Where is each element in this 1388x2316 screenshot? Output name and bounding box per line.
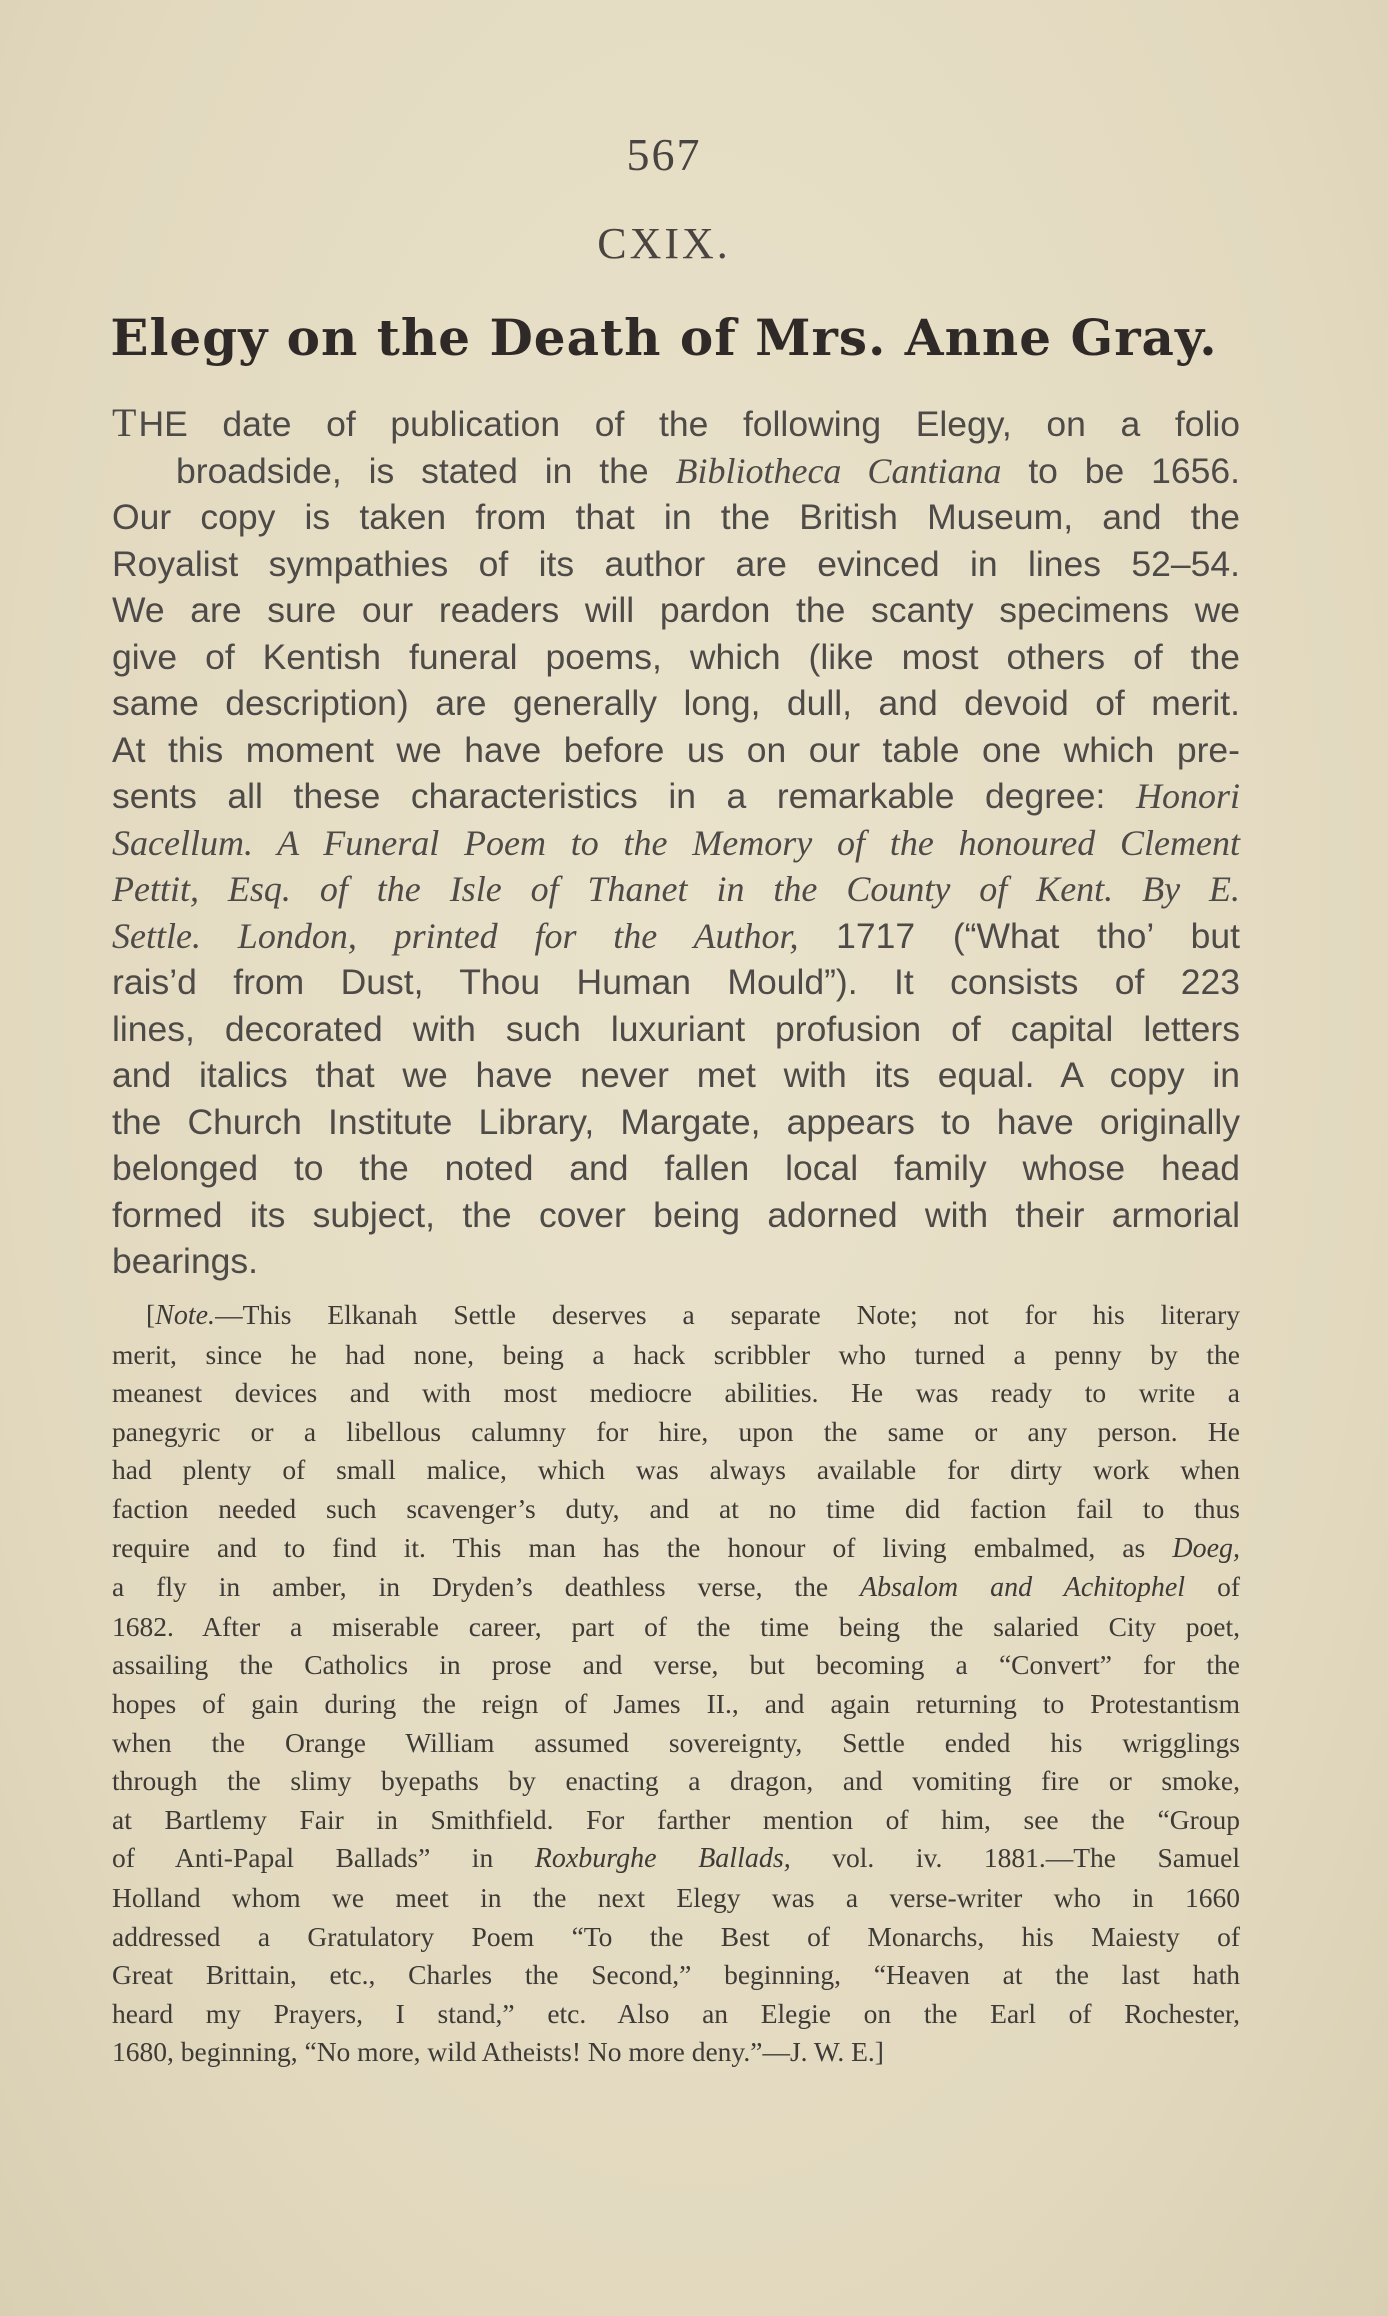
text-run: HE date of publication of the following Elegy, on a folio [138,404,1240,444]
paragraph-line [112,400,1240,448]
text-run: At this moment we have before us on our table one which pre- [112,729,1240,770]
text-run: panegyric or a libellous calumny for hire, upon the same or any person. He [112,1415,1240,1447]
paragraph-line [112,1192,1240,1239]
note-line [112,1490,1240,1529]
note-line [112,2033,1240,2072]
note-line [112,1762,1240,1801]
section-number: CXIX. [597,219,731,268]
paragraph-line [112,1006,1240,1053]
note-line [112,1608,1240,1647]
italic-text: Note. [155,1300,216,1331]
paragraph-line [112,866,1240,913]
text-run: the Church Institute Library, Margate, appears to have originally [112,1101,1240,1142]
text-run: bearings. [112,1241,259,1281]
text-run: assailing the Catholics in prose and verse, but becoming a “Convert” for the [112,1649,1240,1681]
note-line [112,1646,1240,1685]
editorial-note [112,1296,1240,2072]
paragraph-line [112,820,1240,867]
italic-text: Honori [1135,776,1240,816]
paragraph-line [112,913,1240,960]
text-run: Holland whom we meet in the next Elegy was a verse-writer who in 1660 [112,1881,1240,1913]
text-run: through the slimy byepaths by enacting a dragon, and vomiting fire or smoke, [112,1765,1240,1797]
note-line [112,1568,1240,1608]
italic-text: Roxburghe Ballads, [534,1843,791,1875]
text-run: had plenty of small malice, which was always available for dirty work when [112,1454,1240,1486]
text-run: 1682. After a miserable career, part of the time being the salaried City poet, [112,1610,1240,1642]
text-run: Our copy is taken from that in the British Museum, and the [112,497,1240,537]
text-run: hopes of gain during the reign of James II., and again returning to Protestantism [112,1687,1240,1719]
note-line [112,1296,1240,1336]
note-line [112,1839,1240,1879]
note-line [112,1995,1240,2034]
text-run: broadside, is stated in the [176,450,676,491]
note-line [112,1374,1240,1413]
paragraph-line [112,494,1240,541]
text-run: of [1185,1571,1240,1603]
paragraph-line [112,1052,1240,1099]
italic-text: Sacellum. A Funeral Poem to the Memory of the honoured Clement [112,822,1240,863]
introduction-paragraph [112,400,1240,1285]
paragraph-line [112,680,1240,727]
text-run: formed its subject, the cover being adorned with their armorial [112,1194,1240,1235]
text-run: belonged to the noted and fallen local family whose head [112,1148,1240,1188]
paragraph-line [112,1099,1240,1146]
text-run: same description) are generally long, dull, and devoid of merit. [112,683,1240,723]
italic-text: Absalom and Achitophel [860,1572,1186,1604]
text-run: Royalist sympathies of its author are evinced in lines 52–54. [112,543,1240,584]
paragraph-line [112,587,1240,634]
paragraph-line [112,1145,1240,1192]
paragraph-line [112,1238,1240,1285]
note-line [112,1724,1240,1763]
note-line [112,1451,1240,1490]
text-run: addressed a Gratulatory Poem “To the Best of Monarchs, his Maiesty of [112,1920,1240,1952]
note-line [112,1685,1240,1724]
note-line [112,1879,1240,1918]
text-run: of Anti-Papal Ballads” in [112,1842,535,1874]
text-run: We are sure our readers will pardon the scanty specimens we [112,590,1240,630]
text-run: and italics that we have never met with its equal. A copy in [112,1055,1240,1095]
text-run: [ [146,1299,156,1330]
text-run: rais’d from Dust, Thou Human Mould”). It consists of 223 [112,962,1240,1002]
text-run: merit, since he had none, being a hack scribbler who turned a penny by the [112,1338,1240,1370]
note-line [112,1529,1240,1569]
text-run: —This Elkanah Settle deserves a separate Note; not for his literary [215,1299,1240,1330]
paragraph-line [112,959,1240,1006]
drop-capital: T [112,400,139,445]
note-line [112,1801,1240,1840]
text-run: at Bartlemy Fair in Smithfield. For farther mention of him, see the “Group [112,1803,1240,1835]
paragraph-line [112,448,1240,495]
text-run: a fly in amber, in Dryden’s deathless verse, the [112,1571,861,1603]
note-line [112,1918,1240,1957]
text-run: to be 1656. [1001,450,1240,491]
paragraph-line [112,634,1240,681]
text-run: 1717 (“What tho’ but [798,915,1240,956]
text-run: give of Kentish funeral poems, which (like most others of the [112,636,1240,677]
text-run: meanest devices and with most mediocre abilities. He was ready to write a [112,1377,1240,1409]
italic-text: Bibliotheca Cantiana [675,450,1002,491]
note-line [112,1336,1240,1375]
page-number: 567 [626,129,702,180]
elegy-title: Elegy on the Death of Mrs. Anne Gray. [110,308,1218,367]
text-run: require and to find it. This man has the honour of living embalmed, as [112,1531,1173,1563]
note-line [112,1956,1240,1995]
text-run: Great Brittain, etc., Charles the Second,” beginning, “Heaven at the last hath [112,1959,1240,1991]
italic-text: Pettit, Esq. of the Isle of Thanet in the County of Kent. By E. [112,869,1240,909]
text-run: lines, decorated with such luxuriant profusion of capital letters [112,1008,1240,1049]
note-line [112,1413,1240,1452]
italic-text: Settle. London, printed for the Author, [112,915,799,956]
text-run: heard my Prayers, I stand,” etc. Also an Elegie on the Earl of Rochester, [112,1997,1240,2029]
text-run: when the Orange William assumed sovereignty, Settle ended his wrigglings [112,1726,1240,1758]
text-run: vol. iv. 1881.—The Samuel [790,1842,1240,1874]
text-run: sents all these characteristics in a remarkable degree: [112,776,1136,816]
paragraph-line [112,727,1240,774]
paragraph-line [112,541,1240,588]
text-run: 1680, beginning, “No more, wild Atheists! No more deny.”—J. W. E.] [112,2036,884,2068]
italic-text: Doeg, [1172,1532,1240,1564]
text-run: faction needed such scavenger’s duty, and at no time did faction fail to thus [112,1492,1240,1524]
paragraph-line [112,773,1240,820]
